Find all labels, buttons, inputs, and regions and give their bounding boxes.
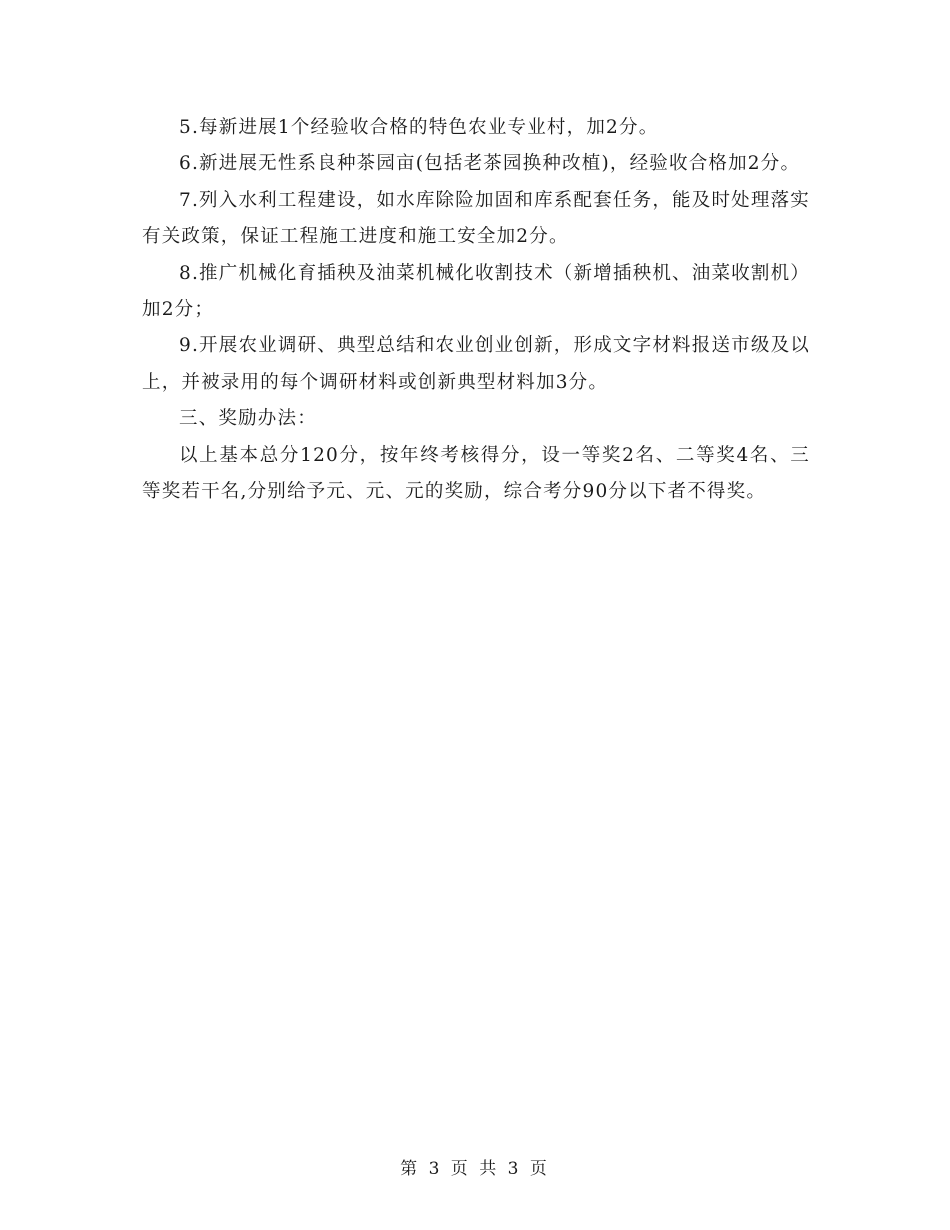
paragraph-item-5: 5.每新进展1个经验收合格的特色农业专业村，加2分。 (179, 117, 659, 138)
paragraph-item-7: 7.列入水利工程建设，如水库除险加固和库系配套任务，能及时处理落实有关政策，保证工程施工进度和施工安全加2分。 (142, 189, 810, 248)
page-footer: 第 3 页 共 3 页 (400, 1159, 550, 1179)
paragraph-item-8: 8.推广机械化育插秧及油菜机械化收割技术（新增插秧机、油菜收割机）加2分； (142, 262, 810, 321)
paragraph-item-9: 9.开展农业调研、典型总结和农业创业创新，形成文字材料报送市级及以上，并被录用的每个调研材料或创新典型材料加3分。 (142, 335, 810, 393)
section-heading-rewards: 三、奖励办法： (179, 408, 317, 430)
document-body (142, 110, 810, 510)
paragraph-rewards: 以上基本总分120分，按年终考核得分，设一等奖2名、二等奖4名、三等奖若干名,分别给予元、元、元的奖励，综合考分90分以下者不得奖。 (142, 444, 810, 503)
paragraph-item-6: 6.新进展无性系良种茶园亩(包括老茶园换种改植)，经验收合格加2分。 (179, 153, 801, 175)
